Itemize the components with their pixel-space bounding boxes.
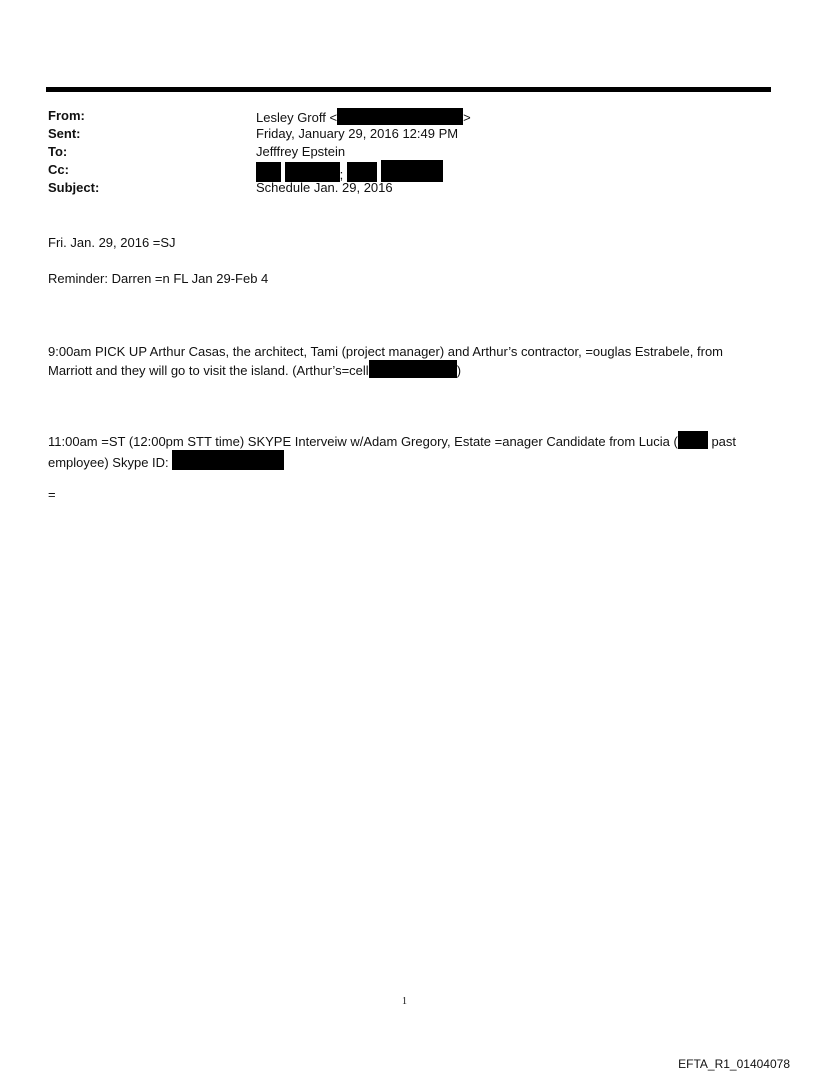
subject-label: Subject: bbox=[48, 180, 100, 195]
date-line: Fri. Jan. 29, 2016 =SJ bbox=[48, 235, 176, 250]
trailer-line: = bbox=[48, 487, 56, 502]
item2-line2-text: employee) Skype ID: bbox=[48, 455, 169, 470]
header-rule bbox=[46, 87, 771, 92]
redaction-block bbox=[369, 360, 457, 378]
to-value: Jefffrey Epstein bbox=[256, 144, 346, 159]
redaction-block bbox=[337, 108, 463, 125]
reminder-line: Reminder: Darren =n FL Jan 29-Feb 4 bbox=[48, 271, 269, 286]
to-label: To: bbox=[48, 144, 68, 159]
redaction-block bbox=[347, 162, 377, 182]
from-value bbox=[256, 108, 471, 125]
redaction-block bbox=[678, 431, 708, 449]
schedule-item-1100 bbox=[48, 431, 768, 471]
from-name: Lesley Groff < bbox=[256, 110, 338, 125]
item2-line2 bbox=[48, 450, 768, 471]
item2-line1-tail: past bbox=[711, 434, 737, 449]
sent-label: Sent: bbox=[48, 126, 81, 141]
sent-value: Friday, January 29, 2016 12:49 PM bbox=[256, 126, 459, 141]
item1-line2 bbox=[48, 360, 768, 379]
cc-separator: ; bbox=[339, 167, 344, 182]
cc-label: Cc: bbox=[48, 162, 69, 177]
redaction-block bbox=[381, 160, 443, 182]
document-id: EFTA_R1_01404078 bbox=[678, 1057, 790, 1071]
redaction-block bbox=[285, 162, 340, 182]
cc-value bbox=[256, 160, 443, 182]
from-close: > bbox=[463, 110, 471, 125]
item1-line1: 9:00am PICK UP Arthur Casas, the architect, Tami (project manager) and Arthur’s contractor, =ouglas Estrabele, from bbox=[48, 344, 723, 359]
redaction-block bbox=[172, 450, 284, 470]
redaction-block bbox=[256, 162, 281, 182]
item2-line1 bbox=[48, 431, 768, 450]
item1-line2-text: Marriott and they will go to visit the island. (Arthur’s=cell bbox=[48, 363, 369, 378]
schedule-item-0900 bbox=[48, 343, 768, 379]
subject-value: Schedule Jan. 29, 2016 bbox=[256, 180, 393, 195]
item1-line2-close: ) bbox=[456, 363, 462, 378]
from-label: From: bbox=[48, 108, 85, 123]
page-number: 1 bbox=[402, 996, 407, 1007]
item2-line1-text: 11:00am =ST (12:00pm STT time) SKYPE Interveiw w/Adam Gregory, Estate =anager Candidate from Lucia ( bbox=[48, 434, 678, 449]
